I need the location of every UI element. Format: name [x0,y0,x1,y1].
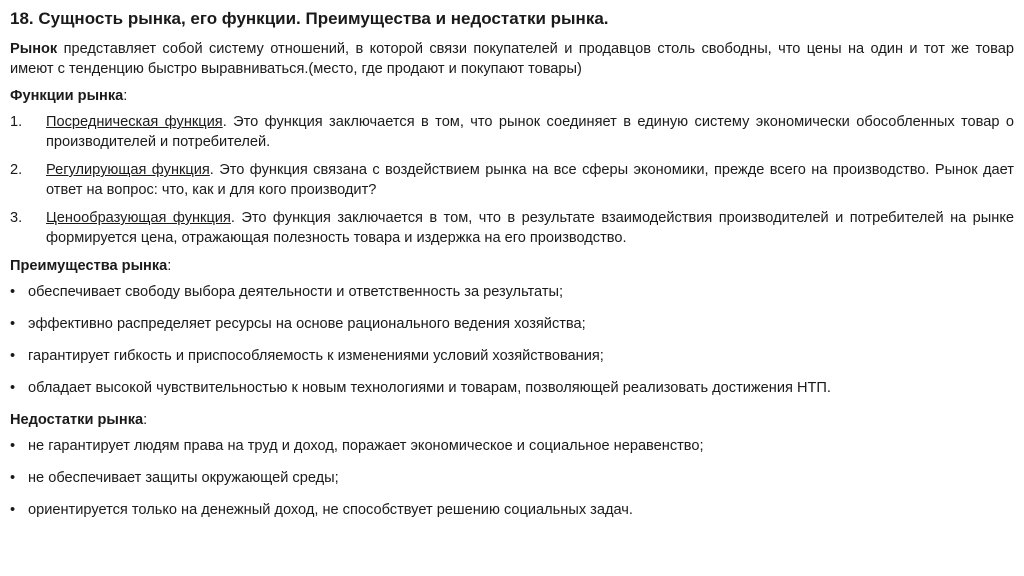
list-item-term: Ценообразующая функция [46,210,231,226]
advantages-list [10,282,1014,398]
bullet-icon: • [10,502,16,518]
list-item-term: Посредническая функция [46,114,223,130]
list-item-number: 1. [10,114,23,130]
advantages-heading-colon: : [167,258,172,274]
functions-list [10,112,1014,248]
list-item-text: гарантирует гибкость и приспособляемость к изменениями условий хозяйствования; [28,348,604,364]
list-item [10,500,1014,520]
list-item-text: . Это функция связана с воздействием рынка на все сферы экономики, прежде всего на производство. Рынок дает ответ на вопрос: что, как и для кого производит? [46,162,1014,198]
list-item-number: 2. [10,162,23,178]
bullet-icon: • [10,470,16,486]
list-item [10,314,1014,334]
advantages-heading-label: Преимущества рынка [10,258,168,274]
list-item-text: . Это функция заключается в том, что рынок соединяет в единую систему экономически обособленных товар о производителей и потребителей. [46,114,1014,150]
bullet-icon: • [10,438,16,454]
list-item-text: . Это функция заключается в том, что в результате взаимодействия производителей и потребителей на рынке формируется цена, отражающая полезность товара и издержка на его производство. [46,210,1015,246]
list-item [10,282,1014,302]
advantages-heading [10,256,1014,276]
list-item-text: обеспечивает свободу выбора деятельности и ответственность за результаты; [28,284,564,300]
list-item-text: ориентируется только на денежный доход, не способствует решению социальных задач. [28,502,633,518]
list-item [10,346,1014,366]
list-item [10,160,1014,200]
bullet-icon: • [10,380,16,396]
list-item-text: не обеспечивает защиты окружающей среды; [28,470,339,486]
functions-heading [10,86,1014,106]
bullet-icon: • [10,348,16,364]
disadvantages-list [10,436,1014,520]
page-title: 18. Сущность рынка, его функции. Преимущества и недостатки рынка. [10,9,609,28]
list-item [10,378,1014,398]
intro-term: Рынок [10,41,58,57]
intro-text: представляет собой систему отношений, в которой связи покупателей и продавцов столь свободны, что цены на один и тот же товар имеют с тенденцию быстро выравниваться.(место, где продают и покупают товары) [10,41,1014,77]
disadvantages-heading-colon: : [143,412,148,428]
list-item [10,436,1014,456]
disadvantages-heading-label: Недостатки рынка [10,412,144,428]
list-item-text: обладает высокой чувствительностью к новым технологиями и товарам, позволяющей реализовать достижения НТП. [28,380,831,396]
list-item-number: 3. [10,210,23,226]
intro-paragraph [10,39,1014,79]
functions-heading-colon: : [123,88,128,104]
list-item-term: Регулирующая функция [46,162,210,178]
bullet-icon: • [10,284,16,300]
list-item [10,112,1014,152]
list-item [10,468,1014,488]
list-item-text: эффективно распределяет ресурсы на основе рационального ведения хозяйства; [28,316,586,332]
functions-heading-label: Функции рынка [10,88,124,104]
disadvantages-heading [10,410,1014,430]
bullet-icon: • [10,316,16,332]
list-item-text: не гарантирует людям права на труд и доход, поражает экономическое и социальное неравенство; [28,438,704,454]
list-item [10,208,1014,248]
